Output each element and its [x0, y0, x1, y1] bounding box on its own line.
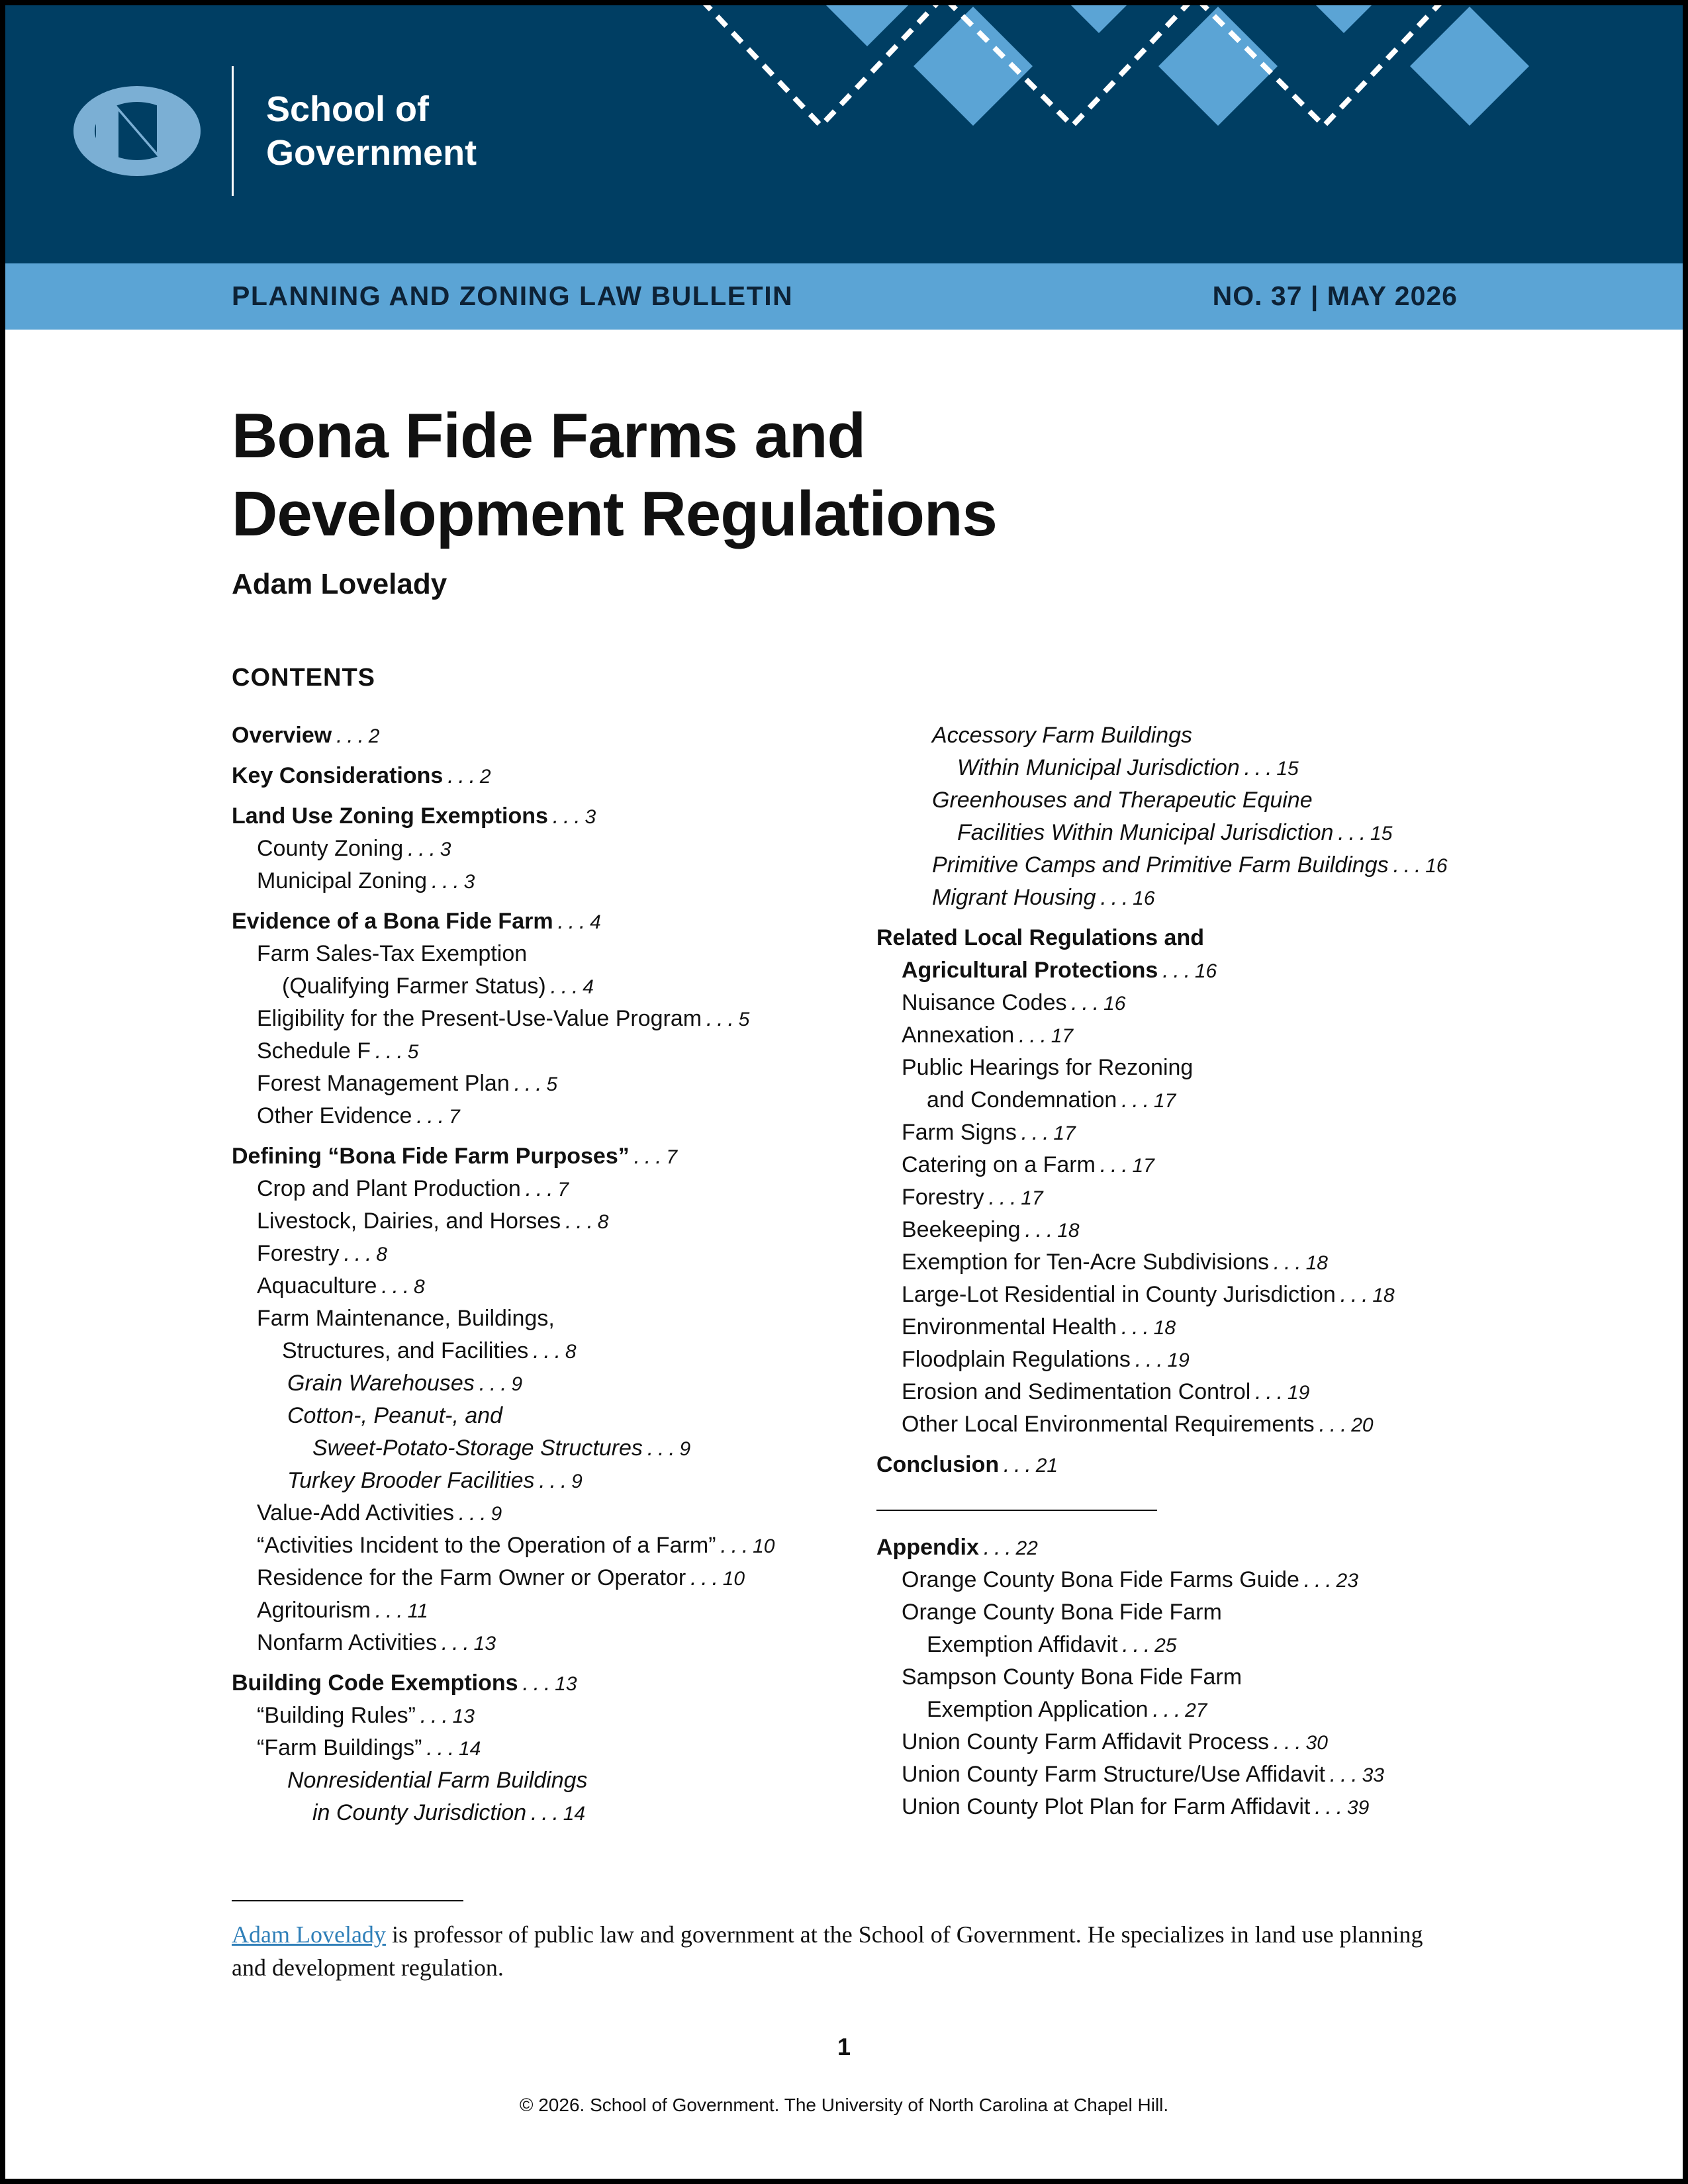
toc-page-number: 16: [1103, 993, 1126, 1015]
toc-entry-title: Appendix: [876, 1535, 979, 1560]
toc-entry[interactable]: [876, 1629, 1384, 1661]
toc-leader: . . .: [1117, 1314, 1154, 1340]
toc-entry[interactable]: [232, 905, 774, 938]
toc-entry-title: Erosion and Sedimentation Control: [902, 1379, 1251, 1404]
org-name-line1: School of: [266, 89, 429, 129]
toc-entry[interactable]: [232, 1562, 774, 1594]
toc-entry-title: Primitive Camps and Primitive Farm Buildings: [932, 852, 1389, 878]
toc-entry[interactable]: [232, 760, 774, 792]
toc-entry-title: Farm Maintenance, Buildings,: [257, 1306, 555, 1331]
toc-leader: . . .: [509, 1071, 547, 1096]
toc-entry-title: Farm Signs: [902, 1120, 1017, 1145]
toc-leader: . . .: [716, 1533, 753, 1558]
footnote-rule: [232, 1900, 463, 1901]
toc-entry[interactable]: [876, 1116, 1448, 1149]
toc-leader: . . .: [377, 1273, 414, 1298]
toc-page-number: 18: [1305, 1252, 1328, 1274]
toc-entry[interactable]: [232, 1205, 774, 1238]
toc-entry[interactable]: [232, 833, 774, 865]
toc-leader: . . .: [1016, 1120, 1054, 1145]
toc-leader: . . .: [339, 1241, 377, 1266]
toc-entry[interactable]: [876, 1084, 1448, 1116]
toc-entry-title: Large-Lot Residential in County Jurisdiction: [902, 1282, 1336, 1307]
toc-entry-title: Nonresidential Farm Buildings: [287, 1768, 588, 1793]
toc-entry-title: Turkey Brooder Facilities: [287, 1468, 535, 1493]
toc-page-number: 7: [557, 1179, 569, 1201]
toc-entry[interactable]: [876, 1449, 1448, 1481]
toc-leader: . . .: [1117, 1087, 1154, 1113]
toc-page-number: 23: [1336, 1570, 1358, 1592]
toc-entry[interactable]: [232, 1003, 774, 1035]
toc-page-number: 22: [1015, 1537, 1038, 1559]
toc-leader: . . .: [534, 1468, 572, 1493]
toc-page-number: 9: [679, 1438, 691, 1460]
toc-page-number: 18: [1153, 1317, 1176, 1339]
toc-entry-title: Orange County Bona Fide Farm: [902, 1600, 1222, 1625]
toc-leader: . . .: [686, 1565, 723, 1590]
toc-entry-title: Sweet-Potato-Storage Structures: [312, 1435, 643, 1461]
toc-entry-title: Evidence of a Bona Fide Farm: [232, 909, 553, 934]
toc-entry[interactable]: [876, 1791, 1384, 1823]
toc-leader: . . .: [1268, 1250, 1306, 1275]
toc-entry[interactable]: [876, 1758, 1384, 1791]
argyle-pattern: [688, 0, 1688, 132]
toc-entry[interactable]: [232, 938, 774, 970]
toc-page-number: 13: [555, 1673, 577, 1695]
toc-page-number: 17: [1153, 1090, 1176, 1112]
toc-entry-title: Exemption Application: [927, 1697, 1149, 1722]
toc-entry-title: Exemption Affidavit: [927, 1632, 1118, 1657]
toc-entry[interactable]: [876, 752, 1448, 784]
toc-page-number: 14: [458, 1738, 481, 1760]
unc-logo-icon: [70, 78, 205, 184]
toc-entry[interactable]: [876, 1694, 1384, 1726]
toc-entry-title: Defining “Bona Fide Farm Purposes”: [232, 1144, 630, 1169]
toc-page-number: 27: [1185, 1700, 1207, 1721]
toc-leader: . . .: [1096, 885, 1133, 910]
toc-entry[interactable]: [876, 1052, 1448, 1084]
toc-page-number: 9: [571, 1471, 583, 1492]
toc-entry-title: Other Evidence: [257, 1103, 412, 1128]
toc-entry-title: Crop and Plant Production: [257, 1176, 521, 1201]
toc-leader: . . .: [1268, 1729, 1306, 1754]
toc-entry-title: Grain Warehouses: [287, 1371, 475, 1396]
toc-entry[interactable]: [232, 1367, 774, 1400]
toc-entry-title: Union County Farm Structure/Use Affidavit: [902, 1762, 1325, 1787]
toc-entry[interactable]: [232, 1302, 774, 1335]
toc-entry[interactable]: [876, 1181, 1448, 1214]
toc-leader: . . .: [547, 803, 585, 829]
toc-page-number: 10: [753, 1535, 775, 1557]
toc-divider: [876, 1510, 1157, 1511]
toc-leader: . . .: [1117, 1632, 1155, 1657]
toc-entry-title: Agricultural Protections: [902, 958, 1158, 983]
toc-page-number: 8: [376, 1244, 387, 1265]
toc-page-number: 3: [440, 839, 451, 860]
toc-entry-title: Livestock, Dairies, and Horses: [257, 1208, 561, 1234]
toc-leader: . . .: [416, 1703, 453, 1728]
toc-entry[interactable]: [232, 1627, 774, 1659]
title-line1: Bona Fide Farms and: [232, 400, 866, 471]
toc-entry-title: “Farm Buildings”: [257, 1735, 422, 1760]
toc-entry[interactable]: [232, 1732, 774, 1764]
toc-leader: . . .: [629, 1144, 667, 1169]
toc-entry-title: Forestry: [902, 1185, 984, 1210]
toc-entry[interactable]: [232, 1400, 774, 1432]
toc-leader: . . .: [978, 1535, 1016, 1560]
toc-entry-title: in County Jurisdiction: [312, 1800, 527, 1825]
toc-leader: . . .: [642, 1435, 680, 1461]
org-name: [266, 87, 477, 175]
toc-entry-title: Value-Add Activities: [257, 1500, 454, 1525]
toc-entry-title: (Qualifying Farmer Status): [282, 974, 546, 999]
toc-entry[interactable]: [232, 1035, 774, 1068]
toc-leader: . . .: [1333, 820, 1371, 845]
toc-page-number: 17: [1053, 1122, 1076, 1144]
toc-page-number: 3: [463, 871, 475, 893]
toc-entry-title: Building Code Exemptions: [232, 1670, 518, 1696]
toc-page-number: 2: [368, 725, 380, 747]
toc-entry-title: Within Municipal Jurisdiction: [957, 755, 1240, 780]
toc-page-number: 17: [1132, 1155, 1154, 1177]
toc-entry-title: Union County Plot Plan for Farm Affidavit: [902, 1794, 1311, 1819]
toc-leader: . . .: [1314, 1412, 1352, 1437]
toc-entry-title: Nonfarm Activities: [257, 1630, 438, 1655]
toc-entry-title: “Building Rules”: [257, 1703, 416, 1728]
toc-leader: . . .: [371, 1038, 408, 1064]
toc-page-number: 19: [1287, 1382, 1310, 1404]
toc-leader: . . .: [1335, 1282, 1373, 1307]
toc-entry-title: Conclusion: [876, 1452, 1000, 1477]
bulletin-band: [0, 263, 1688, 330]
toc-entry-title: “Activities Incident to the Operation of a Farm”: [257, 1533, 716, 1558]
toc-entry-title: Related Local Regulations and: [876, 925, 1204, 950]
toc-page-number: 8: [565, 1341, 577, 1363]
toc-leader: . . .: [1095, 1152, 1133, 1177]
toc-leader: . . .: [1388, 852, 1426, 878]
page-number: 1: [837, 2033, 851, 2060]
toc-entry[interactable]: [876, 954, 1448, 987]
toc-entry[interactable]: [232, 1667, 774, 1700]
page-header: [0, 0, 1688, 263]
toc-page-number: 13: [452, 1706, 475, 1727]
toc-leader: . . .: [518, 1670, 555, 1696]
toc-entry-title: and Condemnation: [927, 1087, 1117, 1113]
toc-leader: . . .: [1066, 990, 1104, 1015]
toc-entry[interactable]: [876, 922, 1448, 954]
toc-entry[interactable]: [232, 865, 774, 897]
toc-entry-title: Overview: [232, 723, 332, 748]
toc-entry-title: Beekeeping: [902, 1217, 1021, 1242]
toc-entry[interactable]: [232, 1700, 774, 1732]
toc-page-number: 18: [1057, 1220, 1080, 1242]
toc-leader: . . .: [370, 1598, 408, 1623]
toc-entry[interactable]: [876, 1596, 1384, 1629]
toc-entry-title: Public Hearings for Rezoning: [902, 1055, 1194, 1080]
toc-entry[interactable]: [232, 1335, 774, 1367]
toc-entry-title: Forest Management Plan: [257, 1071, 510, 1096]
toc-entry[interactable]: [232, 970, 774, 1003]
toc-entry[interactable]: [876, 1726, 1384, 1758]
toc-entry[interactable]: [232, 1497, 774, 1529]
toc-page-number: 20: [1351, 1414, 1374, 1436]
toc-entry[interactable]: [876, 1311, 1448, 1343]
toc-entry[interactable]: [232, 719, 774, 752]
toc-entry-title: Aquaculture: [257, 1273, 377, 1298]
toc-entry[interactable]: [876, 1343, 1448, 1376]
toc-entry-title: Migrant Housing: [932, 885, 1096, 910]
toc-leader: . . .: [422, 1735, 459, 1760]
toc-entry[interactable]: [876, 1246, 1448, 1279]
toc-leader: . . .: [437, 1630, 474, 1655]
toc-page-number: 17: [1021, 1187, 1043, 1209]
toc-leader: . . .: [520, 1176, 558, 1201]
toc-entry-title: Cotton-, Peanut-, and: [287, 1403, 503, 1428]
toc-leader: . . .: [528, 1338, 565, 1363]
toc-entry-title: Municipal Zoning: [257, 868, 428, 893]
toc-entry-title: Sampson County Bona Fide Farm: [902, 1664, 1243, 1690]
toc-leader: . . .: [561, 1208, 598, 1234]
toc-entry-title: Eligibility for the Present-Use-Value Program: [257, 1006, 702, 1031]
toc-entry[interactable]: [876, 1376, 1448, 1408]
toc-leader: . . .: [545, 974, 583, 999]
toc-page-number: 7: [666, 1146, 678, 1168]
toc-entry-title: Annexation: [902, 1023, 1015, 1048]
toc-entry-title: Accessory Farm Buildings: [932, 723, 1193, 748]
toc-page-number: 5: [546, 1073, 558, 1095]
org-name-line2: Government: [266, 133, 477, 173]
toc-entry[interactable]: [232, 1465, 774, 1497]
toc-entry[interactable]: [232, 1100, 774, 1132]
toc-entry[interactable]: [876, 1661, 1384, 1694]
toc-leader: . . .: [453, 1500, 491, 1525]
toc-page-number: 17: [1051, 1025, 1074, 1047]
toc-entry[interactable]: [876, 1564, 1384, 1596]
toc-entry-title: Land Use Zoning Exemptions: [232, 803, 548, 829]
toc-entry-title: Orange County Bona Fide Farms Guide: [902, 1567, 1299, 1592]
toc-leader: . . .: [553, 909, 590, 934]
author-footnote: [232, 1918, 1463, 1984]
toc-entry[interactable]: [232, 1140, 774, 1173]
toc-leader: . . .: [526, 1800, 563, 1825]
toc-entry[interactable]: [876, 1214, 1448, 1246]
toc-entry[interactable]: [232, 1068, 774, 1100]
toc-leader: . . .: [1130, 1347, 1168, 1372]
toc-page-number: 11: [407, 1600, 428, 1622]
toc-entry[interactable]: [876, 1019, 1448, 1052]
toc-leader: . . .: [1250, 1379, 1288, 1404]
toc-page-number: 16: [1425, 855, 1448, 877]
toc-entry[interactable]: [232, 1173, 774, 1205]
toc-page-number: 7: [448, 1106, 460, 1128]
toc-entry[interactable]: [876, 882, 1448, 914]
toc-page-number: 25: [1154, 1635, 1177, 1657]
toc-page-number: 13: [473, 1633, 496, 1655]
toc-entry-title: Other Local Environmental Requirements: [902, 1412, 1315, 1437]
toc-leader: . . .: [332, 723, 369, 748]
toc-entry[interactable]: [876, 719, 1448, 752]
toc-page-number: 15: [1370, 823, 1393, 844]
toc-leader: . . .: [1158, 958, 1195, 983]
toc-page-number: 9: [491, 1503, 502, 1525]
toc-leader: . . .: [984, 1185, 1021, 1210]
toc-entry[interactable]: [232, 1238, 774, 1270]
toc-page-number: 8: [597, 1211, 609, 1233]
toc-entry-title: Environmental Health: [902, 1314, 1117, 1340]
toc-page-number: 2: [479, 766, 491, 788]
toc-entry-title: Catering on a Farm: [902, 1152, 1096, 1177]
toc-entry-title: Forestry: [257, 1241, 340, 1266]
toc-entry[interactable]: [876, 1531, 1384, 1564]
toc-page-number: 19: [1167, 1349, 1190, 1371]
toc-entry[interactable]: [232, 1432, 774, 1465]
contents-heading: CONTENTS: [232, 664, 375, 692]
toc-page-number: 15: [1276, 758, 1299, 780]
toc-right-column: [876, 719, 1448, 1481]
toc-page-number: 5: [407, 1041, 419, 1063]
toc-page-number: 18: [1372, 1285, 1395, 1306]
toc-page-number: 9: [511, 1373, 523, 1395]
toc-entry[interactable]: [232, 800, 774, 833]
author-link[interactable]: Adam Lovelady: [232, 1921, 386, 1948]
toc-entry-title: Exemption for Ten-Acre Subdivisions: [902, 1250, 1269, 1275]
toc-entry[interactable]: [232, 1797, 774, 1829]
toc-page-number: 4: [590, 911, 601, 933]
toc-leader: . . .: [403, 836, 440, 861]
toc-entry-title: Farm Sales-Tax Exemption: [257, 941, 528, 966]
toc-entry[interactable]: [232, 1594, 774, 1627]
toc-appendix-column: [876, 1531, 1384, 1823]
toc-left-column: [232, 719, 774, 1829]
toc-leader: . . .: [1239, 755, 1277, 780]
toc-entry[interactable]: [876, 1408, 1448, 1441]
toc-page-number: 30: [1305, 1732, 1328, 1754]
toc-entry-title: Nuisance Codes: [902, 990, 1067, 1015]
bulletin-name: PLANNING AND ZONING LAW BULLETIN: [232, 281, 794, 311]
toc-leader: . . .: [1325, 1762, 1362, 1787]
toc-entry[interactable]: [876, 849, 1448, 882]
title-line2: Development Regulations: [232, 478, 997, 549]
copyright: © 2026. School of Government. The University of North Carolina at Chapel Hill.: [519, 2095, 1169, 2115]
toc-page-number: 33: [1362, 1764, 1384, 1786]
toc-entry-title: Structures, and Facilities: [282, 1338, 529, 1363]
author-name: Adam Lovelady: [232, 568, 447, 600]
toc-entry-title: Union County Farm Affidavit Process: [902, 1729, 1269, 1754]
toc-entry[interactable]: [232, 1764, 774, 1797]
issue-number: NO. 37 | MAY 2026: [1212, 281, 1458, 311]
toc-page-number: 10: [722, 1568, 745, 1590]
toc-page-number: 4: [583, 976, 594, 998]
toc-page-number: 5: [738, 1009, 750, 1030]
toc-entry-title: County Zoning: [257, 836, 404, 861]
toc-leader: . . .: [1014, 1023, 1051, 1048]
toc-leader: . . .: [702, 1006, 739, 1031]
toc-entry-title: Facilities Within Municipal Jurisdiction: [957, 820, 1334, 845]
toc-leader: . . .: [999, 1452, 1036, 1477]
toc-entry[interactable]: [876, 1279, 1448, 1311]
toc-leader: . . .: [427, 868, 464, 893]
toc-leader: . . .: [1148, 1697, 1186, 1722]
toc-entry-title: Key Considerations: [232, 763, 444, 788]
toc-entry-title: Floodplain Regulations: [902, 1347, 1131, 1372]
toc-page-number: 21: [1035, 1455, 1058, 1477]
toc-page-number: 16: [1133, 887, 1155, 909]
toc-leader: . . .: [1020, 1217, 1058, 1242]
toc-leader: . . .: [443, 763, 480, 788]
toc-entry-title: Greenhouses and Therapeutic Equine: [932, 788, 1313, 813]
toc-leader: . . .: [1310, 1794, 1347, 1819]
toc-entry[interactable]: [232, 1529, 774, 1562]
toc-leader: . . .: [1299, 1567, 1336, 1592]
toc-entry-title: Residence for the Farm Owner or Operator: [257, 1565, 686, 1590]
toc-leader: . . .: [412, 1103, 449, 1128]
document-title: [232, 397, 997, 553]
footnote-text: is professor of public law and government at the School of Government. He specializes in land use planning and development regulation.: [232, 1921, 1423, 1981]
toc-page-number: 14: [563, 1803, 586, 1825]
toc-entry[interactable]: [876, 817, 1448, 849]
toc-leader: . . .: [474, 1371, 512, 1396]
toc-page-number: 39: [1346, 1797, 1370, 1819]
toc-page-number: 16: [1194, 960, 1217, 982]
logo-divider: [232, 66, 234, 196]
toc-page-number: 3: [585, 806, 596, 828]
toc-entry[interactable]: [232, 1270, 774, 1302]
toc-page-number: 8: [414, 1276, 425, 1298]
toc-entry[interactable]: [876, 1149, 1448, 1181]
toc-entry-title: Schedule F: [257, 1038, 371, 1064]
toc-entry[interactable]: [876, 784, 1448, 817]
toc-entry-title: Agritourism: [257, 1598, 371, 1623]
toc-entry[interactable]: [876, 987, 1448, 1019]
